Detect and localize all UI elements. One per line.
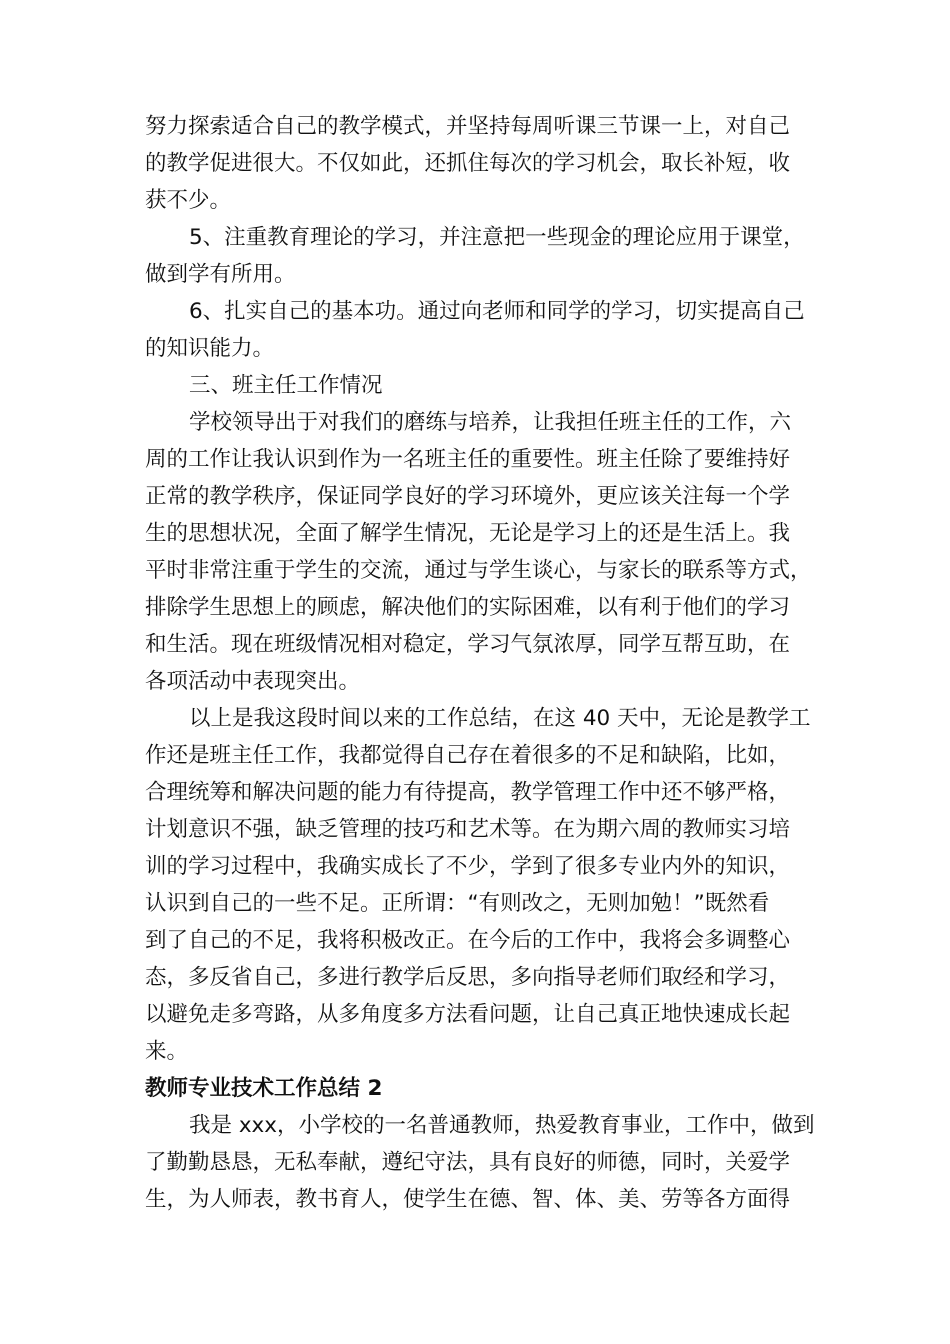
text-line: 正常的教学秩序，保证同学良好的学习环境外，更应该关注每一个学 (145, 484, 791, 509)
text-line: 获不少。 (145, 188, 232, 213)
text-line: 生，为人师表，教书育人，使学生在德、智、体、美、劳等各方面得 (145, 1187, 791, 1212)
article-title: 教师专业技术工作总结 2 (145, 1076, 383, 1101)
text-line: 的知识能力。 (145, 336, 275, 361)
text-line: 了勤勤恳恳，无私奉献，遵纪守法，具有良好的师德，同时，关爱学 (145, 1150, 791, 1175)
list-item-5: 5、注重教育理论的学习，并注意把一些现金的理论应用于课堂， (189, 225, 805, 250)
text-line: 努力探索适合自己的教学模式，并坚持每周听课三节课一上，对自己 (145, 114, 791, 139)
paragraph-start: 学校领导出于对我们的磨练与培养，让我担任班主任的工作，六 (189, 410, 792, 435)
text-line: 合理统筹和解决问题的能力有待提高，教学管理工作中还不够严格， (145, 780, 791, 805)
text-line: 态，多反省自己，多进行教学后反思，多向指导老师们取经和学习， (145, 965, 791, 990)
text-line: 认识到自己的一些不足。正所谓：“有则改之，无则加勉！”既然看 (145, 891, 770, 916)
list-item-6: 6、扎实自己的基本功。通过向老师和同学的学习，切实提高自己 (189, 299, 805, 324)
text-line: 训的学习过程中，我确实成长了不少，学到了很多专业内外的知识， (145, 854, 791, 879)
text-line: 作还是班主任工作，我都觉得自己存在着很多的不足和缺陷，比如， (145, 743, 791, 768)
text-line: 和生活。现在班级情况相对稳定，学习气氛浓厚，同学互帮互助，在 (145, 632, 791, 657)
document-body (145, 108, 835, 1218)
text-line: 周的工作让我认识到作为一名班主任的重要性。班主任除了要维持好 (145, 447, 791, 472)
paragraph-start: 以上是我这段时间以来的工作总结，在这 40 天中，无论是教学工 (189, 706, 811, 731)
text-line: 来。 (145, 1039, 189, 1064)
text-line: 计划意识不强，缺乏管理的技巧和艺术等。在为期六周的教师实习培 (145, 817, 791, 842)
section-heading: 三、班主任工作情况 (189, 373, 383, 398)
text-line: 各项活动中表现突出。 (145, 669, 361, 694)
text-line: 平时非常注重于学生的交流，通过与学生谈心，与家长的联系等方式， (145, 558, 812, 583)
text-line: 排除学生思想上的顾虑，解决他们的实际困难，以有利于他们的学习 (145, 595, 791, 620)
text-line: 做到学有所用。 (145, 262, 296, 287)
text-line: 生的思想状况，全面了解学生情况，无论是学习上的还是生活上。我 (145, 521, 791, 546)
text-line: 到了自己的不足，我将积极改正。在今后的工作中，我将会多调整心 (145, 928, 791, 953)
text-line: 以避免走多弯路，从多角度多方法看问题，让自己真正地快速成长起 (145, 1002, 791, 1027)
text-line: 的教学促进很大。不仅如此，还抓住每次的学习机会，取长补短，收 (145, 151, 791, 176)
paragraph-start: 我是 xxx，小学校的一名普通教师，热爱教育事业，工作中，做到 (189, 1113, 815, 1138)
